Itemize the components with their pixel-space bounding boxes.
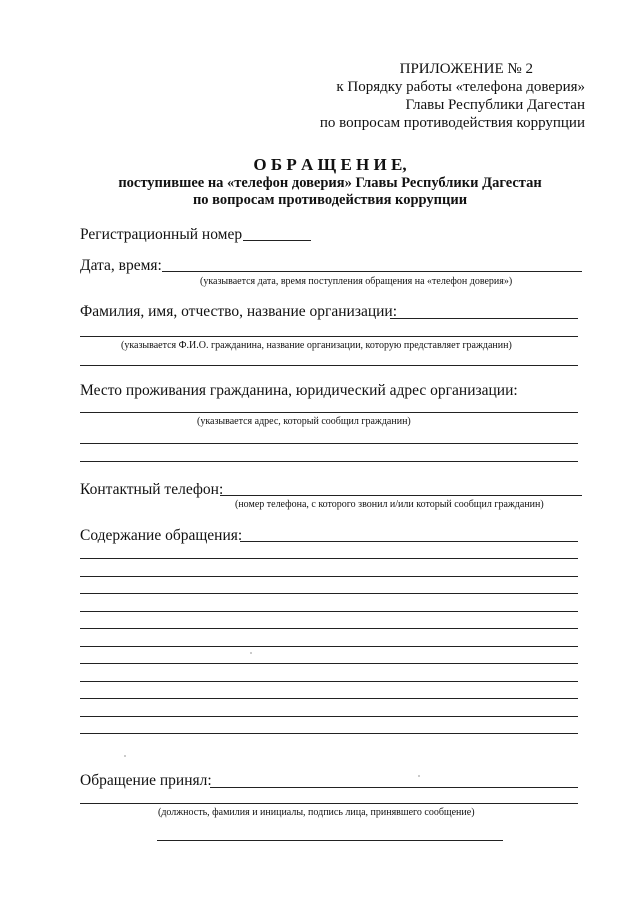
appendix-line-1: к Порядку работы «телефона доверия»: [336, 79, 585, 95]
content-line-0[interactable]: [240, 541, 578, 542]
content-line[interactable]: [80, 698, 578, 699]
name-label: Фамилия, имя, отчество, название организации:: [80, 303, 398, 320]
document-title: О Б Р А Щ Е Н И Е,: [253, 155, 407, 174]
datetime-label: Дата, время:: [80, 257, 162, 274]
signature-line[interactable]: [157, 840, 503, 841]
content-line[interactable]: [80, 611, 578, 612]
document-subtitle-1: поступившее на «телефон доверия» Главы Республики Дагестан: [118, 175, 542, 191]
name-line-3[interactable]: [80, 365, 578, 366]
appendix-number: ПРИЛОЖЕНИЕ № 2: [399, 61, 533, 77]
accepted-line-1[interactable]: [210, 787, 578, 788]
accepted-hint: (должность, фамилия и инициалы, подпись лица, принявшего сообщение): [158, 807, 475, 818]
content-line[interactable]: [80, 576, 578, 577]
accepted-line-2[interactable]: [80, 803, 578, 804]
address-line-2[interactable]: [80, 443, 578, 444]
name-line-1[interactable]: [390, 318, 578, 319]
appendix-line-3: по вопросам противодействия коррупции: [319, 115, 585, 131]
scan-speck: [250, 652, 252, 654]
content-line[interactable]: [80, 663, 578, 664]
name-hint: (указывается Ф.И.О. гражданина, название организации, которую представляет гражданин): [121, 340, 512, 351]
content-line[interactable]: [80, 733, 578, 734]
address-line-3[interactable]: [80, 461, 578, 462]
content-line[interactable]: [80, 593, 578, 594]
content-line[interactable]: [80, 628, 578, 629]
reg-number-label: Регистрационный номер: [80, 226, 243, 243]
document-subtitle-2: по вопросам противодействия коррупции: [192, 192, 468, 208]
reg-number-line[interactable]: [243, 240, 311, 241]
content-label: Содержание обращения:: [80, 527, 243, 544]
datetime-line[interactable]: [162, 271, 582, 272]
content-line[interactable]: [80, 558, 578, 559]
accepted-label: Обращение принял:: [80, 772, 212, 789]
phone-line[interactable]: [220, 495, 582, 496]
content-line[interactable]: [80, 681, 578, 682]
appendix-line-2: Главы Республики Дагестан: [405, 97, 585, 113]
scan-speck: [124, 755, 126, 757]
phone-hint: (номер телефона, с которого звонил и/или который сообщил гражданин): [235, 499, 544, 510]
scan-speck: [418, 775, 420, 777]
address-hint: (указывается адрес, который сообщил гражданин): [197, 416, 411, 427]
content-line[interactable]: [80, 716, 578, 717]
address-label: Место проживания гражданина, юридический адрес организации:: [80, 382, 518, 399]
datetime-hint: (указывается дата, время поступления обращения на «телефон доверия»): [200, 276, 513, 287]
content-line[interactable]: [80, 646, 578, 647]
name-line-2[interactable]: [80, 336, 578, 337]
phone-label: Контактный телефон:: [80, 481, 224, 498]
address-line-1[interactable]: [80, 412, 578, 413]
